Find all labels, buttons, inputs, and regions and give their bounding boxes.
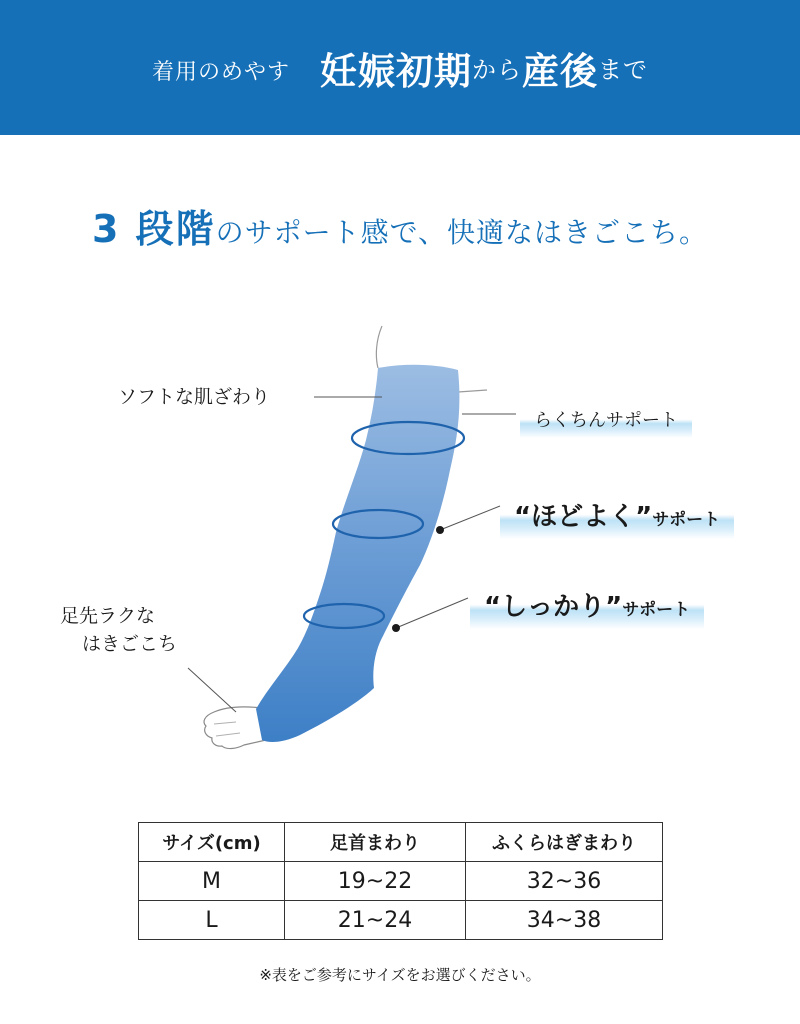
size-cell: L (139, 901, 285, 940)
headline-rest: のサポート感で、快適なはきごこち。 (215, 216, 709, 249)
ankle-cell: 21~24 (285, 901, 466, 940)
table-row (139, 862, 663, 901)
support-hodoyoku (500, 492, 734, 539)
calf-cell: 34~38 (466, 901, 663, 940)
support-shikkari (470, 582, 704, 629)
headline-three-levels: 3 段階 (91, 207, 216, 251)
ankle-header: 足首まわり (285, 823, 466, 862)
sock-body (256, 365, 459, 742)
banner-early-pregnancy: 妊娠初期 (320, 49, 472, 93)
support-shikkari-quote: “しっかり” (484, 592, 623, 622)
leader-toe (188, 668, 236, 712)
calf-header: ふくらはぎまわり (466, 823, 663, 862)
leg-back-outline (458, 390, 487, 392)
size-table-header-row (139, 823, 663, 862)
size-cell: M (139, 862, 285, 901)
size-table (138, 822, 663, 940)
banner-label: 着用のめやす (151, 60, 290, 85)
leader-hodoyoku (440, 506, 500, 530)
calf-cell: 32~36 (466, 862, 663, 901)
table-row (139, 901, 663, 940)
foot-toes (204, 707, 266, 749)
support-shikkari-suffix: サポート (622, 600, 691, 620)
dot-shikkari (392, 624, 400, 632)
support-rakuchin: らくちんサポート (520, 402, 692, 438)
annotation-toe-line1: 足先ラクな (60, 605, 156, 627)
size-note: ※表をご参考にサイズをお選びください。 (259, 966, 541, 984)
banner-from: から (472, 56, 522, 84)
dot-hodoyoku (436, 526, 444, 534)
size-header: サイズ(cm) (139, 823, 285, 862)
annotation-soft-touch: ソフトな肌ざわり (118, 386, 271, 408)
support-hodoyoku-quote: “ほどよく” (514, 502, 653, 532)
banner-postpartum: 産後 (522, 49, 598, 93)
support-hodoyoku-suffix: サポート (652, 510, 721, 530)
ankle-cell: 19~22 (285, 862, 466, 901)
leg-outline (376, 326, 382, 368)
annotation-toe-line2: はきごこち (82, 633, 178, 655)
leader-shikkari (396, 598, 468, 628)
banner-until: まで (598, 56, 648, 84)
